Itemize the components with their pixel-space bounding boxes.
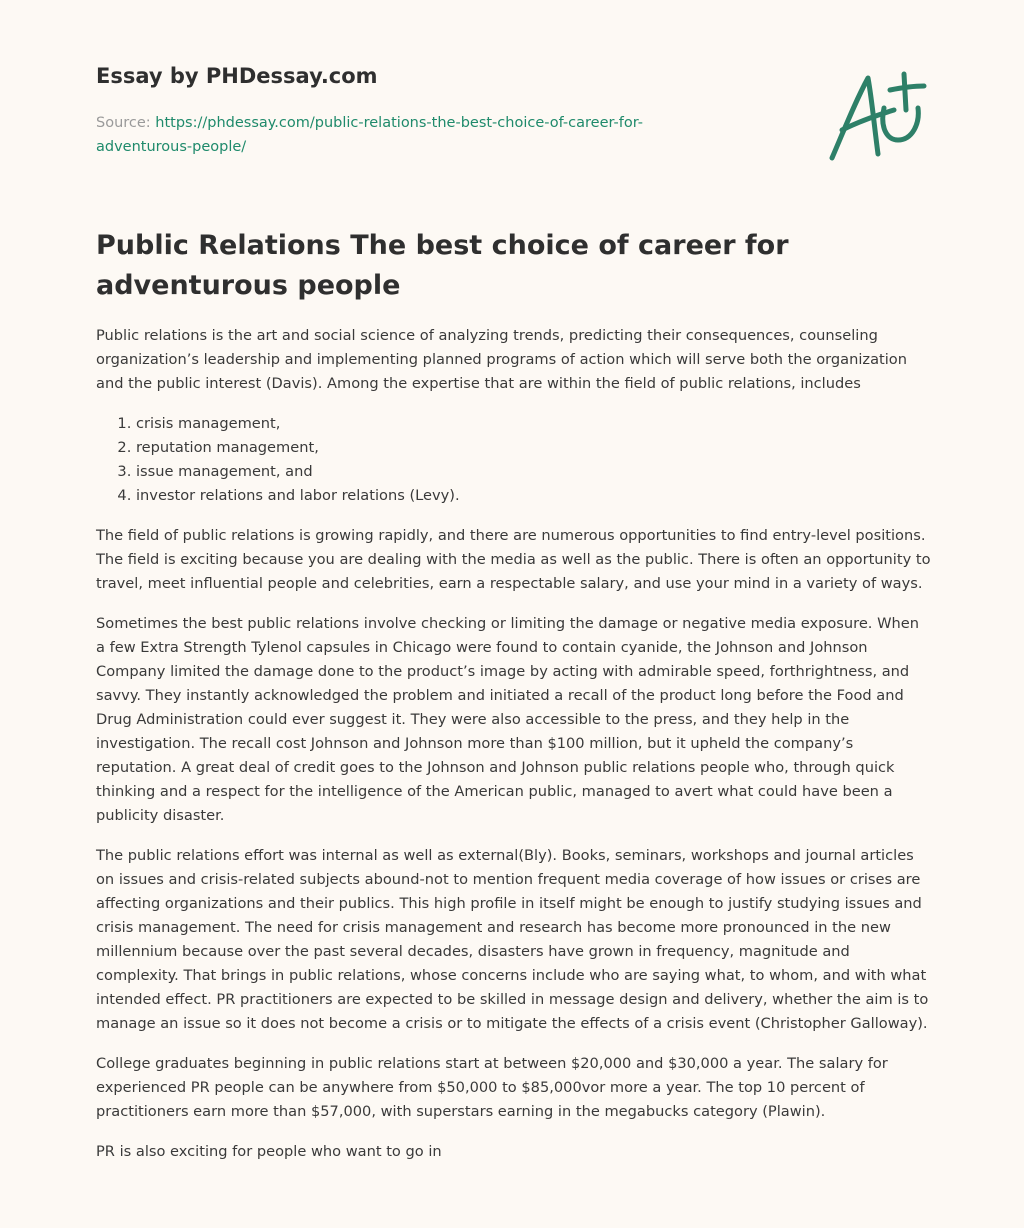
header	[96, 0, 932, 200]
essay-body	[96, 324, 932, 1180]
paragraph: The public relations effort was internal as well as external(Bly). Books, seminars, workshops and journal articles on issues and crisis-related subjects abound-not to mention frequent media coverage of how issues or crises are affecting organizations and their publics. This high profile in itself might be enough to justify studying issues and crisis management. The need for crisis management and research has become more pronounced in the new millennium because over the past several decades, disasters have grown in frequency, magnitude and complexity. That brings in public relations, whose concerns include who are saying what, to whom, and with what intended effect. PR practitioners are expected to be skilled in message design and delivery, whether the aim is to manage an issue so it does not become a crisis or to mitigate the effects of a crisis event (Christopher Galloway).	[96, 847, 929, 1032]
list-item: 4. investor relations and labor relations (Levy).	[136, 484, 932, 508]
source-label: Source:	[96, 115, 156, 131]
document-page	[96, 0, 932, 1160]
list-item: 1. crisis management,	[136, 412, 932, 436]
paragraph: The field of public relations is growing rapidly, and there are numerous opportunities to find entry-level positions. The field is exciting because you are dealing with the media as well as the public. There is often an opportunity to travel, meet influential people and celebrities, earn a respectable salary, and use your mind in a variety of ways.	[96, 527, 931, 592]
list-item: 2. reputation management,	[136, 436, 932, 460]
paragraph: College graduates beginning in public relations start at between $20,000 and $30,000 a year. The salary for experienced PR people can be anywhere from $50,000 to $85,000vor more a year. The top 10 percent of practitioners earn more than $57,000, with superstars earning in the megabucks category (Plawin).	[96, 1055, 888, 1120]
a-plus-logo-icon	[824, 64, 928, 168]
expertise-list	[96, 412, 932, 508]
essay-title: Public Relations The best choice of career for adventurous people	[96, 230, 789, 301]
site-title: Essay by PHDessay.com	[96, 64, 378, 88]
paragraph: Public relations is the art and social science of analyzing trends, predicting their consequences, counseling organization’s leadership and implementing planned programs of action which will serve both the organization and the public interest (Davis). Among the expertise that are within the field of public relations, includes	[96, 327, 907, 392]
source-line	[96, 111, 716, 159]
paragraph: PR is also exciting for people who want to go in	[96, 1143, 442, 1160]
list-item: 3. issue management, and	[136, 460, 932, 484]
source-link[interactable]: https://phdessay.com/public-relations-the-best-choice-of-career-for-adventurous-people/	[96, 115, 644, 155]
paragraph: Sometimes the best public relations involve checking or limiting the damage or negative media exposure. When a few Extra Strength Tylenol capsules in Chicago were found to contain cyanide, the Johnson and Johnson Company limited the damage done to the product’s image by acting with admirable speed, forthrightness, and savvy. They instantly acknowledged the problem and initiated a recall of the product long before the Food and Drug Administration could ever suggest it. They were also accessible to the press, and they help in the investigation. The recall cost Johnson and Johnson more than $100 million, but it upheld the company’s reputation. A great deal of credit goes to the Johnson and Johnson public relations people who, through quick thinking and a respect for the intelligence of the American public, managed to avert what could have been a publicity disaster.	[96, 615, 919, 824]
